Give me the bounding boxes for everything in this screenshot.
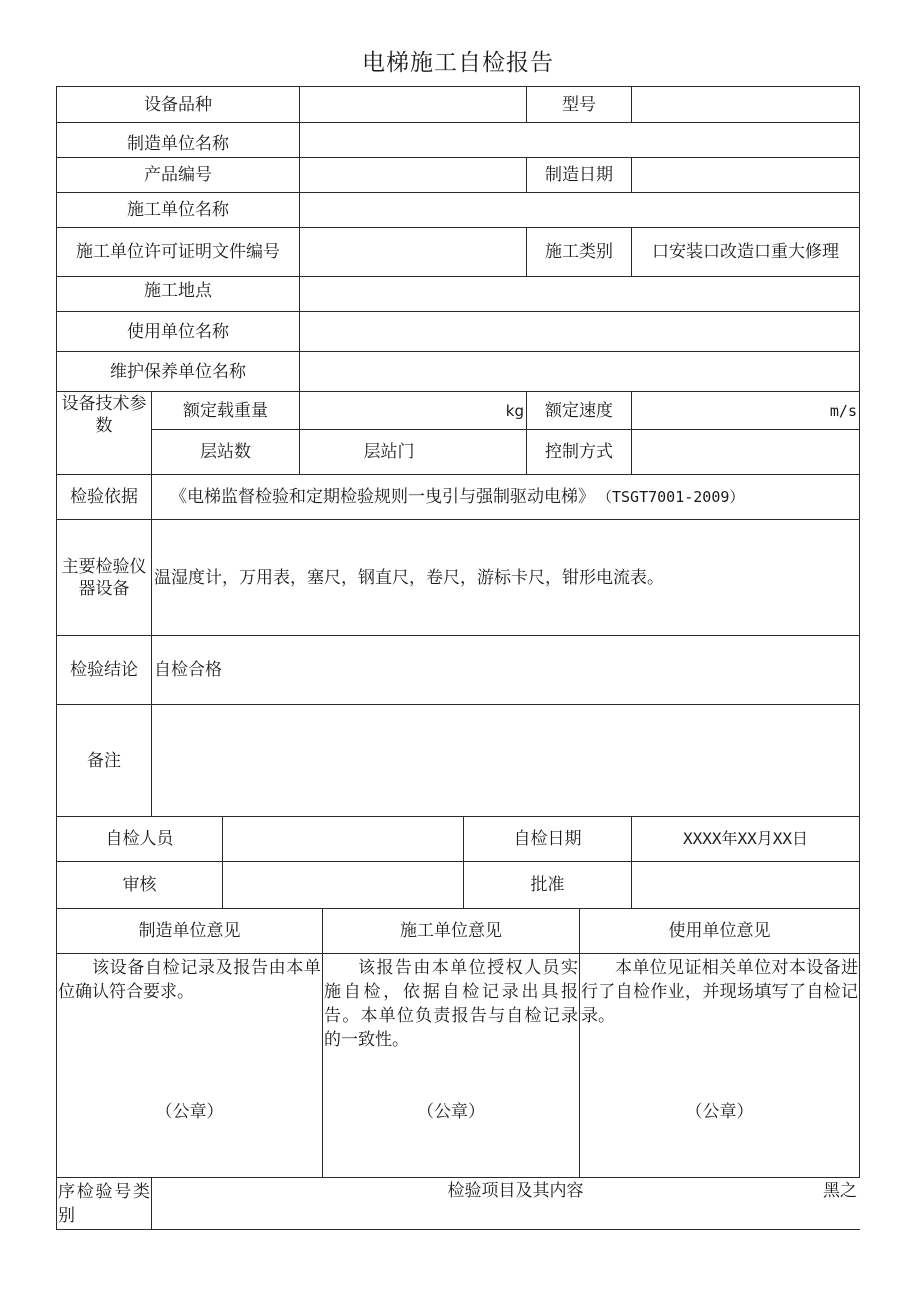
- reviewer-field[interactable]: [223, 862, 463, 908]
- license-number-field[interactable]: [300, 228, 526, 276]
- inspector-field[interactable]: [223, 817, 463, 861]
- footer-col-seq-category: 序检验号类别: [58, 1182, 150, 1226]
- construction-unit-field[interactable]: [300, 193, 859, 227]
- conclusion-label: 检验结论: [70, 660, 138, 680]
- rated-load-unit: kg: [505, 401, 524, 420]
- construction-type-options[interactable]: 口安装口改造口重大修理: [652, 242, 839, 262]
- user-opinion-header: 使用单位意见: [668, 921, 771, 941]
- equipment-type-field[interactable]: [300, 87, 526, 122]
- user-unit-label: 使用单位名称: [127, 321, 229, 342]
- basis-label: 检验依据: [70, 487, 138, 507]
- site-field[interactable]: [300, 277, 859, 311]
- conclusion-value: 自检合格: [154, 660, 222, 680]
- user-seal: （公章）: [685, 1102, 754, 1122]
- rated-load-label: 额定载重量: [183, 400, 268, 421]
- rated-speed-label: 额定速度: [545, 400, 613, 421]
- manufacturer-opinion-text: 该设备自检记录及报告由本单位确认符合要求。: [58, 958, 321, 1002]
- remarks-field[interactable]: [152, 705, 859, 816]
- instruments-value: 温湿度计，万用表，塞尺，钢直尺，卷尺，游标卡尺，钳形电流表。: [154, 567, 664, 588]
- approver-label: 批准: [530, 875, 565, 895]
- manufacturer-name-label: 制造单位名称: [127, 134, 229, 154]
- basis-code: （TSGT7001-2009）: [597, 488, 745, 506]
- maintenance-unit-field[interactable]: [300, 352, 859, 391]
- rated-speed-field[interactable]: [632, 392, 859, 429]
- product-number-field[interactable]: [300, 158, 526, 192]
- manufacturer-seal: （公章）: [155, 1102, 224, 1122]
- rated-load-field[interactable]: [300, 392, 526, 429]
- instruments-label: 主要检验仪器设备: [61, 556, 147, 599]
- construction-type-label: 施工类别: [545, 242, 613, 262]
- reviewer-label: 审核: [122, 875, 157, 895]
- footer-col-items: 检验项目及其内容: [447, 1181, 584, 1201]
- footer-col-result: 黑之: [823, 1181, 857, 1201]
- manufacturer-name-field[interactable]: [300, 123, 859, 157]
- tech-params-label: 设备技术参数: [61, 394, 147, 436]
- inspector-label: 自检人员: [105, 829, 174, 849]
- license-number-label: 施工单位许可证明文件编号: [76, 242, 280, 262]
- construction-unit-label: 施工单位名称: [127, 200, 229, 220]
- construction-opinion-text: 该报告由本单位授权人员实施自检，依据自检记录出具报告。本单位负责报告与自检记录的一致性。: [324, 958, 578, 1050]
- manufacture-date-field[interactable]: [632, 158, 859, 192]
- control-field[interactable]: [632, 430, 859, 474]
- approver-field[interactable]: [632, 862, 859, 908]
- manufacturer-opinion-header: 制造单位意见: [138, 921, 241, 941]
- basis-regulation: 《电梯监督检验和定期检验规则一曳引与强制驱动电梯》: [170, 487, 595, 507]
- inspection-date-value[interactable]: XXXX年XX月XX日: [682, 829, 809, 848]
- site-label: 施工地点: [144, 281, 212, 301]
- basis-value: [152, 475, 859, 519]
- manufacture-date-label: 制造日期: [545, 165, 613, 185]
- construction-opinion-header: 施工单位意见: [400, 921, 502, 941]
- maintenance-unit-label: 维护保养单位名称: [110, 361, 246, 382]
- model-label: 型号: [562, 94, 596, 115]
- product-number-label: 产品编号: [144, 165, 212, 185]
- construction-seal: （公章）: [417, 1102, 485, 1122]
- rated-speed-unit: m/s: [829, 401, 857, 420]
- equipment-type-label: 设备品种: [144, 94, 212, 115]
- user-unit-field[interactable]: [300, 312, 859, 351]
- remarks-label: 备注: [87, 750, 121, 771]
- report-title: 电梯施工自检报告: [362, 50, 554, 76]
- control-label: 控制方式: [545, 442, 613, 462]
- model-field[interactable]: [632, 87, 859, 122]
- floors-label: 层站数: [200, 442, 251, 462]
- doors-label: 层站门: [363, 442, 415, 462]
- user-opinion-text: 本单位见证相关单位对本设备进行了自检作业，并现场填写了自检记录。: [581, 958, 858, 1026]
- inspection-date-label: 自检日期: [513, 829, 582, 849]
